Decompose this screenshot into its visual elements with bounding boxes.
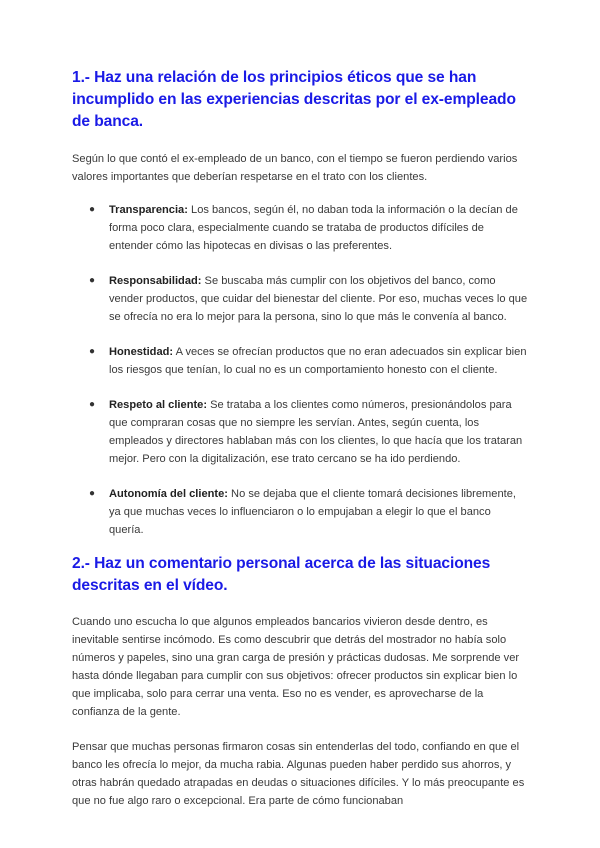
bullet-icon: ●	[89, 346, 96, 357]
bullet-icon: ●	[89, 204, 96, 215]
section-1-intro: Según lo que contó el ex-empleado de un banco, con el tiempo se fueron perdiendo varios valores importantes que deberían respetarse en el trato con los clientes.	[72, 153, 518, 183]
item-text: A veces se ofrecían productos que no eran adecuados sin explicar bien los riesgos que tenían, lo cual no es un comportamiento honesto con el cliente.	[109, 346, 527, 376]
bullet-icon: ●	[89, 399, 96, 410]
item-term: Honestidad:	[109, 346, 174, 358]
bullet-icon: ●	[89, 488, 96, 499]
list-item	[72, 201, 528, 255]
list-item	[72, 272, 528, 326]
list-item	[72, 485, 528, 539]
section-2-heading: 2.- Haz un comentario personal acerca de las situaciones descritas en el vídeo.	[72, 555, 491, 594]
item-term: Respeto al cliente:	[109, 399, 208, 411]
list-item	[72, 396, 528, 468]
section-2-paragraph: Cuando uno escucha lo que algunos empleados bancarios vivieron desde dentro, es inevitable sentirse incómodo. Es como descubrir que detrás del mostrador no había solo números y papeles, sino una gran carga de presión y prácticas dudosas. Me sorprende ver hasta dónde llegaban para cumplir con sus objetivos: ofrecer productos sin explicar bien lo que implicaba, solo para cerrar una venta. Eso no es vender, es aprovecharse de la confianza de la gente.	[72, 616, 520, 718]
item-text: Los bancos, según él, no daban toda la información o la decían de forma poco clara, especialmente cuando se trataba de productos difíciles de entender cómo las hipotecas en divisas o las preferentes.	[109, 204, 518, 252]
item-text: Se trataba a los clientes como números, presionándolos para que compraran cosas que no siempre les servían. Antes, según cuenta, los empleados y directores hablaban más con los clientes, lo que hacía que los trataran mejor. Pero con la digitalización, ese trato cercano se ha ido perdiendo.	[109, 399, 523, 465]
list-item	[72, 343, 528, 379]
item-term: Transparencia:	[109, 204, 188, 216]
item-term: Responsabilidad:	[109, 275, 202, 287]
bullet-icon: ●	[89, 275, 96, 286]
item-text: No se dejaba que el cliente tomará decisiones libremente, ya que muchas veces lo influenciaron o lo empujaban a elegir lo que el banco quería.	[109, 488, 516, 536]
section-2-paragraph: Pensar que muchas personas firmaron cosas sin entenderlas del todo, confiando en que el banco les ofrecía lo mejor, da mucha rabia. Algunas pueden haber perdido sus ahorros, y otras habrán quedado atrapadas en deudas o situaciones difíciles. Y lo más preocupante es que no fue algo raro o excepcional. Era parte de cómo funcionaban	[72, 741, 525, 807]
section-1-heading: 1.- Haz una relación de los principios éticos que se han incumplido en las experiencias descritas por el ex-empleado de banca.	[72, 69, 516, 130]
ethics-principles-list	[72, 201, 528, 539]
item-text: Se buscaba más cumplir con los objetivos del banco, como vender productos, que cuidar del bienestar del cliente. Por eso, muchas veces lo que se ofrecía no era lo mejor para la persona, sino lo que más le convenía al banco.	[109, 275, 528, 323]
item-term: Autonomía del cliente:	[109, 488, 228, 500]
